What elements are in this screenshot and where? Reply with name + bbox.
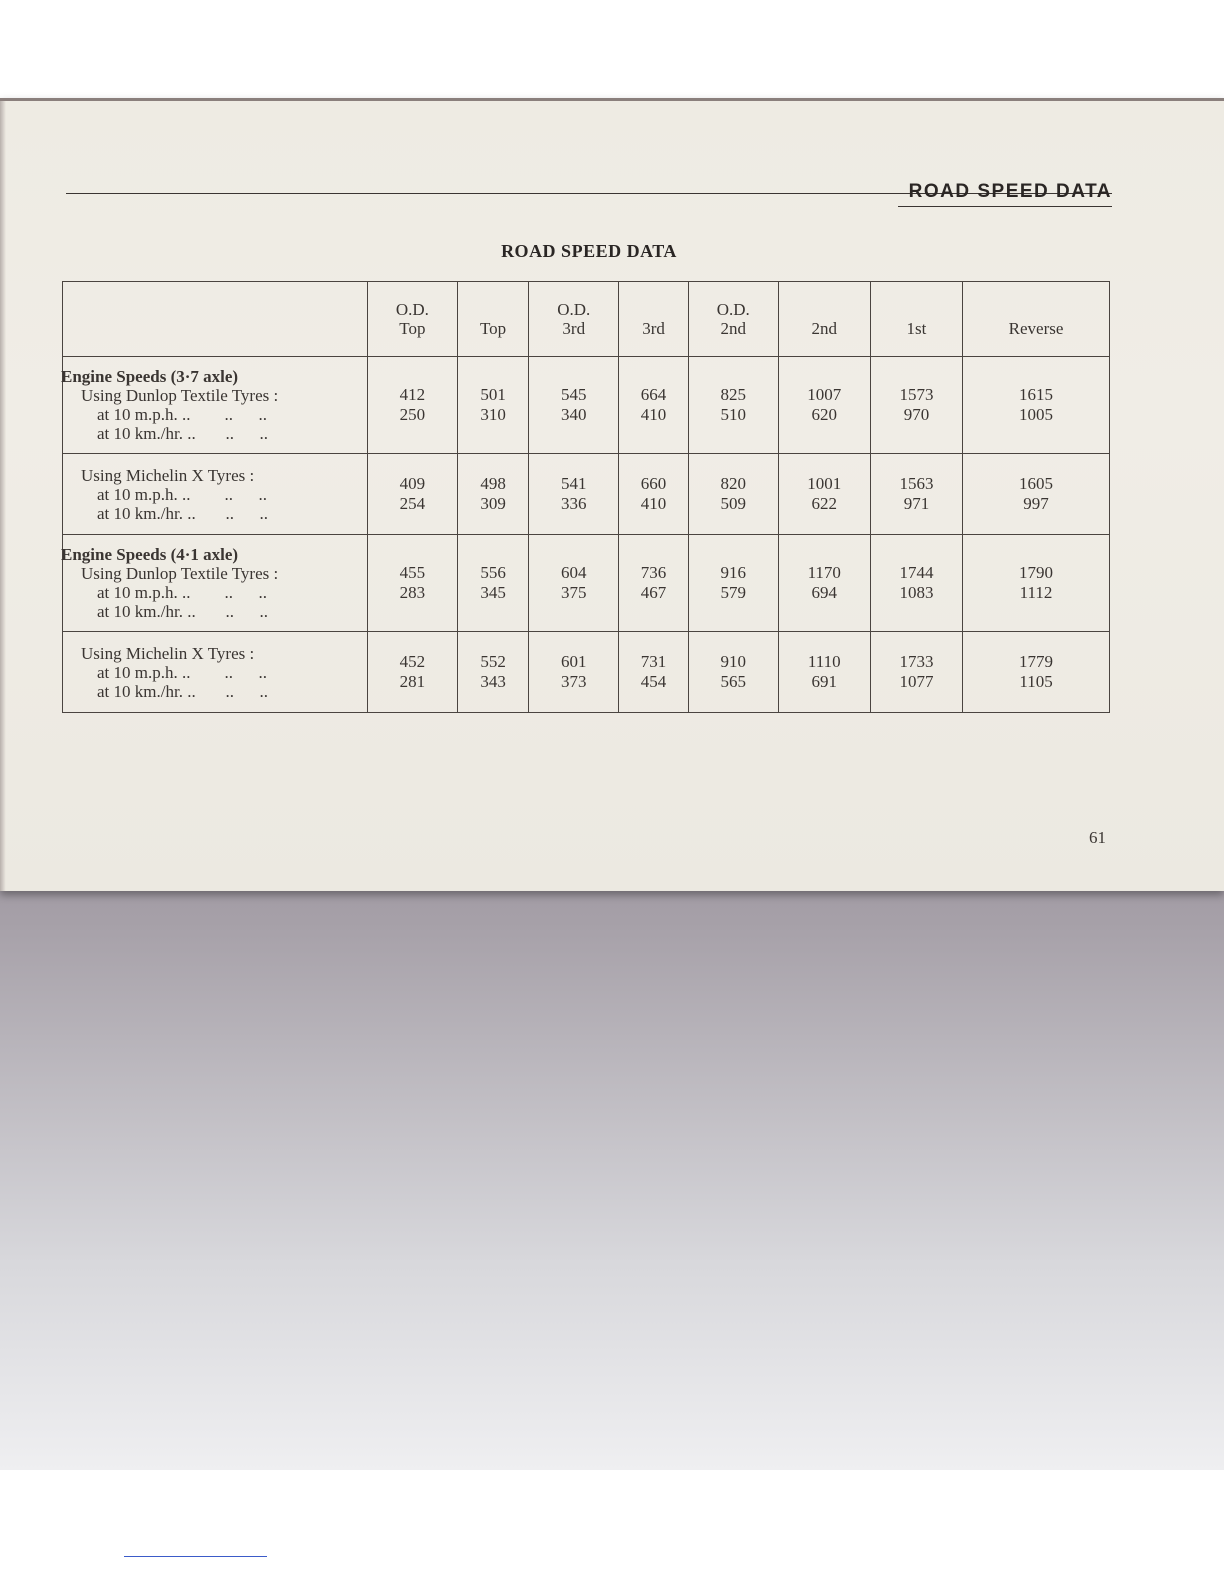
mph-row-label: at 10 m.p.h. .. .. ..	[97, 484, 267, 504]
tyre-type-label: Using Michelin X Tyres :	[81, 465, 255, 485]
table-row	[63, 535, 1110, 632]
column-header-od-3rd: O.D. 3rd	[529, 282, 619, 357]
value-cell: 910 565	[688, 632, 778, 713]
value-cell: 1733 1077	[870, 632, 962, 713]
row-label-cell	[63, 357, 368, 454]
value-cell: 1007 620	[778, 357, 870, 454]
value-cell: 1573 970	[870, 357, 962, 454]
mph-row-label: at 10 m.p.h. .. .. ..	[97, 405, 267, 424]
value-cell: 1001 622	[778, 454, 870, 535]
value-cell: 731 454	[619, 632, 689, 713]
value-cell: 545 340	[529, 357, 619, 454]
tyre-type-label: Using Michelin X Tyres :	[81, 643, 255, 663]
column-header-od-2nd: O.D. 2nd	[688, 282, 778, 357]
road-speed-table	[62, 281, 1110, 713]
value-cell: 820 509	[688, 454, 778, 535]
value-cell: 916 579	[688, 535, 778, 632]
table-row	[63, 632, 1110, 713]
value-cell: 601 373	[529, 632, 619, 713]
mph-row-label: at 10 m.p.h. .. .. ..	[97, 662, 267, 682]
value-cell: 409 254	[368, 454, 458, 535]
value-cell: 1563 971	[870, 454, 962, 535]
value-cell: 1605 997	[963, 454, 1110, 535]
column-header-2nd: 2nd	[778, 282, 870, 357]
page-number: 61	[1089, 828, 1106, 847]
value-cell: 498 309	[457, 454, 529, 535]
value-cell: 660 410	[619, 454, 689, 535]
table-row	[63, 454, 1110, 535]
header-underline	[898, 206, 1112, 207]
value-cell: 501 310	[457, 357, 529, 454]
column-header-3rd: 3rd	[619, 282, 689, 357]
group-title: Engine Speeds (4·1 axle)	[61, 545, 239, 564]
value-cell: 664 410	[619, 357, 689, 454]
column-header-od-top: O.D. Top	[368, 282, 458, 357]
value-cell: 825 510	[688, 357, 778, 454]
tyre-type-label: Using Dunlop Textile Tyres :	[81, 386, 279, 405]
mph-row-label: at 10 m.p.h. .. .. ..	[97, 583, 267, 602]
header-corner-cell	[63, 282, 368, 357]
tyre-type-label: Using Dunlop Textile Tyres :	[81, 564, 279, 583]
value-cell: 1170 694	[778, 535, 870, 632]
value-cell: 552 343	[457, 632, 529, 713]
value-cell: 1744 1083	[870, 535, 962, 632]
value-cell: 556 345	[457, 535, 529, 632]
group-title: Engine Speeds (3·7 axle)	[61, 367, 239, 386]
column-header-1st: 1st	[870, 282, 962, 357]
table-header-row	[63, 282, 1110, 357]
kmh-row-label: at 10 km./hr. .. .. ..	[97, 681, 268, 701]
column-header-top: Top	[457, 282, 529, 357]
kmh-row-label: at 10 km./hr. .. .. ..	[97, 424, 268, 443]
value-cell: 1779 1105	[963, 632, 1110, 713]
kmh-row-label: at 10 km./hr. .. .. ..	[97, 602, 268, 621]
value-cell: 455 283	[368, 535, 458, 632]
value-cell: 736 467	[619, 535, 689, 632]
value-cell: 412 250	[368, 357, 458, 454]
table-title: ROAD SPEED DATA	[501, 241, 677, 261]
value-cell: 1790 1112	[963, 535, 1110, 632]
running-header: ROAD SPEED DATA	[908, 181, 1112, 202]
value-cell: 541 336	[529, 454, 619, 535]
value-cell: 604 375	[529, 535, 619, 632]
table-row	[63, 357, 1110, 454]
manual-page	[0, 98, 1224, 891]
row-label-cell	[63, 535, 368, 632]
row-label-cell	[63, 632, 368, 713]
value-cell: 452 281	[368, 632, 458, 713]
footer-line	[124, 1556, 267, 1557]
kmh-row-label: at 10 km./hr. .. .. ..	[97, 503, 268, 523]
column-header-reverse: Reverse	[963, 282, 1110, 357]
value-cell: 1110 691	[778, 632, 870, 713]
value-cell: 1615 1005	[963, 357, 1110, 454]
row-label-cell	[63, 454, 368, 535]
